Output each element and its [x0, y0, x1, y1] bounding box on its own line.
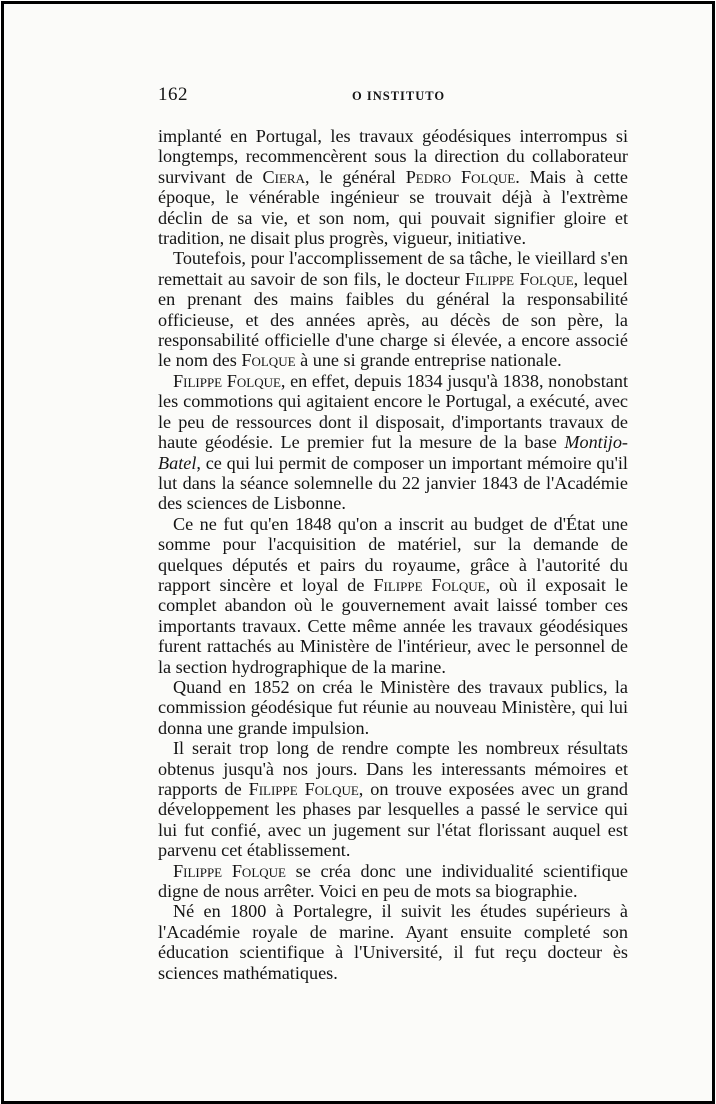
paragraph: [158, 514, 628, 677]
name-small-caps: Pedro Folque: [405, 166, 516, 187]
text-run: , où il exposait le complet abandon où le gouvernement avait laissé tomber ces importants travaux. Cette même année les travaux géodésiques furent rattachés au Ministère de l'intérieur, avec le personnel de la section hydrographique de la marine.: [158, 574, 628, 677]
text-run: , lequel en prenant des mains faibles du général la responsabilité officieuse, et des années après, au décès de son père, la responsabilité officielle d'une charge si élevée, a encore associé le nom des: [158, 268, 628, 371]
text-run: implanté en Portugal, les travaux géodésiques interrompus si longtemps, recommencèrent sous la direction du collaborateur survivant de: [158, 126, 628, 187]
page-number: 162: [158, 84, 188, 105]
text-run: Né en 1800 à Portalegre, il suivit les études supérieurs à l'Académie royale de marine. Ayant ensuite completé son éducation scientifique à l'Université, il fut reçu docteur ès sciences mathématiques.: [158, 901, 628, 983]
text-run: , ce qui lui permit de composer un important mémoire qu'il lut dans la séance solemnelle du 22 janvier 1843 de l'Académie des sciences de Lisbonne.: [158, 452, 628, 514]
paragraph: [158, 126, 628, 248]
name-small-caps: Ciera: [262, 166, 305, 187]
paragraph: [158, 248, 628, 370]
text-run: Toutefois, pour l'accomplissement de sa tâche, le vieillard s'en remettait au savoir de son fils, le docteur: [158, 248, 628, 289]
name-small-caps: Folque: [241, 350, 296, 371]
text-run: , le général: [305, 166, 406, 187]
paragraph: [158, 901, 628, 983]
text-run: , on trouve exposées avec un grand développement les phases par lesquelles a passé le service qui lui fut confié, avec un jugement sur l'état florissant auquel est parvenu cet établissement.: [158, 779, 629, 861]
italic-term: Montijo-Batel: [158, 432, 628, 473]
name-small-caps: Filippe Folque: [173, 860, 286, 881]
text-run: , en effet, depuis 1834 jusqu'à 1838, nonobstant les commotions qui agitaient encore le Portugal, a exécuté, avec le peu de ressources dont il disposait, d'importants travaux de haute géodésie. Le premier fut la mesure de la base: [158, 370, 628, 453]
name-small-caps: Filippe Folque: [248, 779, 359, 799]
paragraph: [158, 738, 628, 860]
paragraph: [158, 371, 628, 514]
name-small-caps: Filippe Folque: [373, 574, 486, 595]
body-text: [158, 126, 628, 983]
text-run: à une si grande entreprise nationale.: [295, 350, 562, 371]
name-small-caps: Filippe Folque: [465, 268, 574, 289]
paragraph: [158, 861, 628, 902]
text-run: Il serait trop long de rendre compte les nombreux résultats obtenus jusqu'à nos jours. Dans les interessants mémoires et rapports de: [158, 738, 628, 799]
text-run: . Mais à cette époque, le vénérable ingénieur se trouvait déjà à l'extrème déclin de sa vie, et son nom, qui pouvait signifier gloire et tradition, ne disait plus progrès, vigueur, initiative.: [158, 166, 629, 249]
text-run: Quand en 1852 on créa le Ministère des travaux publics, la commission géodésique fut réunie au nouveau Ministère, qui lui donna une grande impulsion.: [158, 676, 628, 738]
text-run: Ce ne fut qu'en 1848 qu'on a inscrit au budget de d'État une somme pour l'acquisition de matériel, sur la demande de quelques députés et pairs du royaume, grâce à l'autorité du rapport sincère et loyal de: [158, 513, 628, 595]
running-title: O INSTITUTO: [352, 89, 446, 103]
name-small-caps: Filippe Folque: [173, 370, 281, 391]
paragraph: [158, 677, 628, 738]
text-run: se créa donc une individualité scientifique digne de nous arrêter. Voici en peu de mots sa biographie.: [158, 860, 628, 902]
page-header: [158, 84, 628, 114]
